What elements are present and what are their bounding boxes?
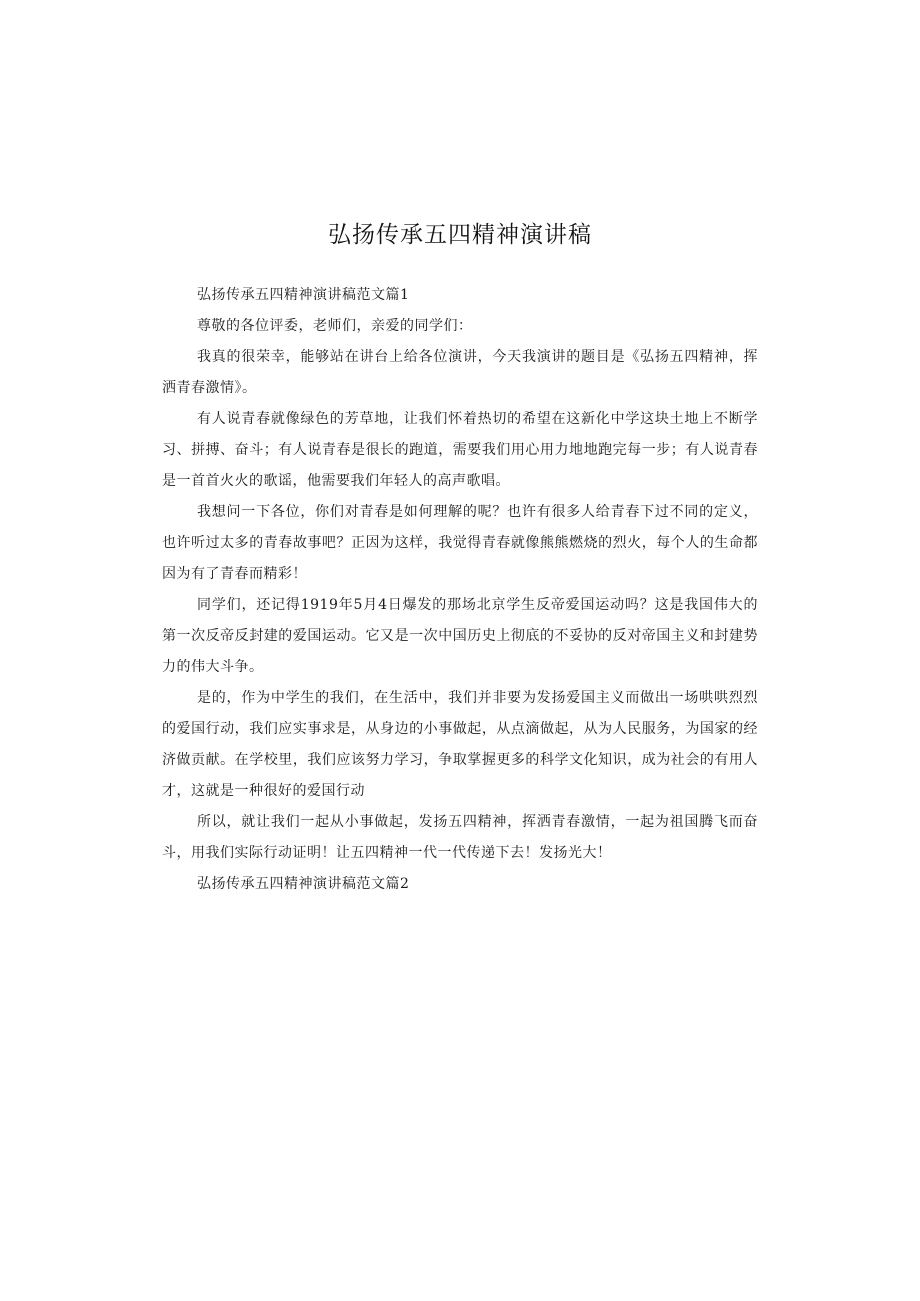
body-paragraph: 有人说青春就像绿色的芳草地，让我们怀着热切的希望在这新化中学这块土地上不断学习、拼搏、奋斗；有人说青春是很长的跑道，需要我们用心用力地地跑完每一步；有人说青春是一首首火火的歌谣，他需要我们年轻人的高声歌唱。 <box>162 411 758 489</box>
body-paragraph: 同学们，还记得1919年5月4日爆发的那场北京学生反帝爱国运动吗？这是我国伟大的第一次反帝反封建的爱国运动。它又是一次中国历史上彻底的不妥协的反对帝国主义和封建势力的伟大斗争。 <box>162 597 758 675</box>
section-heading: 弘扬传承五四精神演讲稿范文篇1 <box>197 287 410 303</box>
body-paragraph: 我想问一下各位，你们对青春是如何理解的呢？也许有很多人给青春下过不同的定义，也许听过太多的青春故事吧？正因为这样，我觉得青春就像熊熊燃烧的烈火，每个人的生命都因为有了青春而精彩！ <box>162 504 758 582</box>
body-paragraph: 所以，就让我们一起从小事做起，发扬五四精神，挥洒青春激情，一起为祖国腾飞而奋斗，用我们实际行动证明！让五四精神一代一代传递下去！发扬光大！ <box>162 814 758 861</box>
body-paragraph: 是的，作为中学生的我们，在生活中，我们并非要为发扬爱国主义而做出一场哄哄烈烈的爱国行动，我们应实事求是，从身边的小事做起，从点滴做起，从为人民服务，为国家的经济做贡献。在学校里，我们应该努力学习，争取掌握更多的科学文化知识，成为社会的有用人才，这就是一种很好的爱国行动 <box>162 690 758 799</box>
page-title: 弘扬传承五四精神演讲稿 <box>328 222 592 248</box>
document-body <box>162 280 758 900</box>
body-paragraph: 我真的很荣幸，能够站在讲台上给各位演讲，今天我演讲的题目是《弘扬五四精神，挥洒青春激情》。 <box>162 349 758 396</box>
section-heading: 弘扬传承五四精神演讲稿范文篇2 <box>197 876 410 892</box>
salutation-paragraph: 尊敬的各位评委，老师们，亲爱的同学们： <box>197 318 473 334</box>
